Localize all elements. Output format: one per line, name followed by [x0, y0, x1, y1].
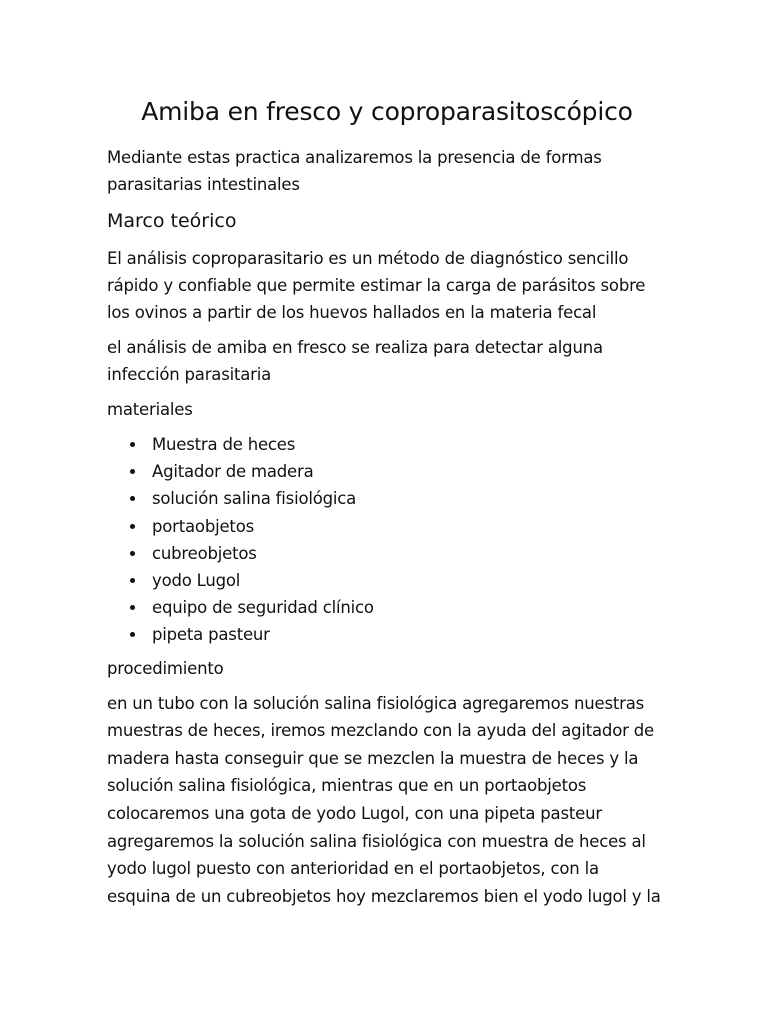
bullet-icon	[130, 469, 135, 474]
document-title: Amiba en fresco y coproparasitoscópico	[141, 97, 633, 126]
bullet-icon	[130, 496, 135, 501]
list-item	[107, 621, 667, 648]
section-heading-marco-teorico: Marco teórico	[107, 210, 237, 232]
paragraph-line: muestras de heces, iremos mezclando con la ayuda del agitador de	[107, 721, 654, 741]
list-item-text: portaobjetos	[152, 516, 254, 536]
paragraph-line: yodo lugol puesto con anterioridad en el portaobjetos, con la	[107, 859, 599, 879]
bullet-icon	[130, 605, 135, 610]
list-item	[107, 513, 667, 540]
paragraph-line: rápido y confiable que permite estimar la carga de parásitos sobre	[107, 276, 646, 295]
paragraph-line: colocaremos una gota de yodo Lugol, con una pipeta pasteur	[107, 804, 602, 823]
bullet-icon	[130, 578, 135, 583]
list-item	[107, 485, 667, 512]
list-item-text: cubreobjetos	[152, 543, 257, 563]
paragraph-coproparasitario	[107, 245, 667, 326]
list-item-text: pipeta pasteur	[152, 625, 270, 645]
paragraph-line: madera hasta conseguir que se mezclen la muestra de heces y la	[107, 748, 639, 768]
paragraph-amiba	[107, 334, 667, 388]
bullet-icon	[130, 442, 135, 447]
paragraph-line: los ovinos a partir de los huevos hallados en la materia fecal	[107, 303, 597, 322]
materials-label: materiales	[107, 400, 193, 419]
paragraph-line: solución salina fisiológica, mientras que en un portaobjetos	[107, 776, 587, 796]
document-content	[107, 92, 667, 918]
paragraph-line: el análisis de amiba en fresco se realiza para detectar alguna	[107, 338, 603, 357]
list-item-text: equipo de seguridad clínico	[152, 598, 374, 618]
list-item-text: yodo Lugol	[152, 571, 241, 591]
bullet-icon	[130, 632, 135, 637]
list-item-text: solución salina fisiológica	[152, 489, 357, 509]
list-item	[107, 594, 667, 621]
list-item-text: Agitador de madera	[152, 462, 314, 482]
intro-line: Mediante estas practica analizaremos la presencia de formas	[107, 148, 602, 167]
intro-line: parasitarias intestinales	[107, 175, 300, 194]
bullet-icon	[130, 524, 135, 529]
paragraph-line: esquina de un cubreobjetos hoy mezclaremos bien el yodo lugol y la	[107, 886, 661, 906]
paragraph-line: agregaremos la solución salina fisiológica con muestra de heces al	[107, 831, 646, 851]
list-item	[107, 458, 667, 485]
list-item	[107, 567, 667, 594]
list-item-text: Muestra de heces	[152, 435, 296, 454]
intro-paragraph	[107, 144, 667, 198]
paragraph-line: en un tubo con la solución salina fisiológica agregaremos nuestras	[107, 693, 645, 713]
procedure-paragraph	[107, 690, 667, 911]
bullet-icon	[130, 551, 135, 556]
paragraph-line: infección parasitaria	[107, 365, 272, 384]
list-item	[107, 540, 667, 567]
materials-list	[107, 431, 667, 649]
paragraph-line: El análisis coproparasitario es un método de diagnóstico sencillo	[107, 249, 629, 268]
list-item	[107, 431, 667, 458]
procedure-label: procedimiento	[107, 658, 224, 678]
